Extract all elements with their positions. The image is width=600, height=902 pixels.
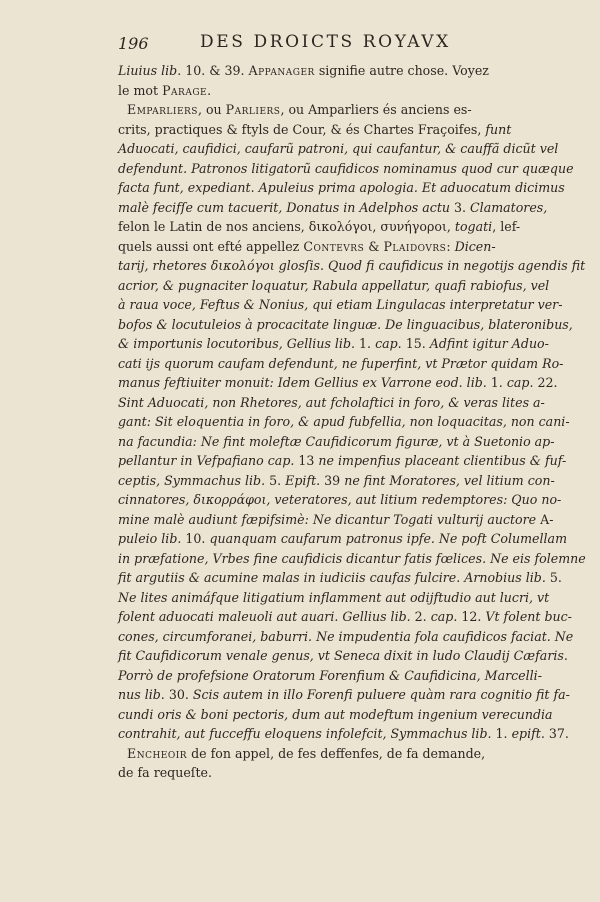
text-span: . — [207, 82, 212, 98]
text-line — [118, 666, 542, 686]
text-span: 22. — [537, 375, 558, 390]
text-span: Clamatores, — [470, 199, 548, 215]
text-line — [118, 295, 563, 315]
text-line — [118, 451, 567, 471]
text-span: cones, circumforanei, baburri. Ne impudentia fola caufidicos faciat. Ne — [118, 628, 574, 644]
text-span: cap. — [430, 609, 462, 624]
body-text — [118, 61, 586, 783]
text-line — [118, 588, 550, 608]
text-span: 1. — [359, 336, 376, 351]
text-span: : — [446, 238, 455, 254]
text-span: , ou — [197, 102, 226, 117]
text-line — [118, 61, 502, 81]
text-line — [118, 100, 502, 120]
text-span: facta funt, expediant. Apuleius prima apologia. Et aduocatum dicimus — [118, 180, 565, 195]
text-span: Epift. — [285, 472, 325, 488]
text-line — [118, 471, 555, 491]
text-span: ceptis, Symmachus lib. — [118, 472, 270, 488]
text-span: Ne lites animáfque litigatium inflamment aut odijftudio aut lucri, vt — [118, 589, 550, 605]
text-span: cap. — [506, 375, 538, 390]
text-span: 15. — [405, 336, 430, 351]
page-header — [118, 28, 498, 56]
text-line — [118, 568, 562, 588]
text-span: Scis autem in illo Forenfi puluere quàm rara cognitio fit fa- — [192, 687, 570, 702]
text-span: Dicen- — [454, 238, 496, 254]
text-span: gant: Sit eloquentia in foro, & apud fubfellia, non loquacitas, non cani- — [118, 414, 570, 429]
running-head: DES DROICTS ROYAVX — [200, 32, 451, 52]
text-span: nus lib. — [118, 687, 169, 702]
text-line — [118, 334, 549, 354]
text-line — [118, 646, 568, 666]
text-span: cundi oris & boni pectoris, dum aut modeftum ingenium verecundia — [118, 706, 553, 722]
text-span: à raua voce, Feftus & Nonius, qui etiam Lingulacas interpretatur ver- — [118, 297, 563, 312]
text-span: fit Caufidicorum venale genus, vt Seneca dixit in ludo Claudij Cæfaris. — [118, 648, 568, 663]
text-line — [118, 412, 570, 432]
text-span: acrior, & pugnaciter loquatur, Rabula appellatur, quafi rabiofus, vel — [118, 277, 550, 293]
text-line — [118, 490, 562, 510]
text-span: Plaidovrs — [383, 238, 447, 254]
text-span: Vt folent buc- — [485, 609, 572, 624]
text-line — [118, 217, 521, 237]
text-span: quanquam caufarum patronus ipfe. Ne poft Columellam — [209, 531, 568, 546]
text-line — [118, 510, 554, 530]
text-line — [118, 393, 545, 413]
text-span: 1. — [490, 375, 507, 390]
text-span: Parliers — [225, 102, 281, 117]
text-line — [118, 705, 553, 725]
text-line — [118, 81, 502, 101]
text-span: epift. — [511, 726, 549, 741]
text-span: 37. — [548, 726, 569, 741]
text-span: felon le Latin de nos anciens, δικολόγοι, συνήγοροι, — [118, 219, 455, 234]
text-span: cinnatores, δικορράφοι, veteratores, aut litium redemptores: Quo no- — [118, 492, 562, 507]
text-span: Aduocati, caufidici, caufarũ patroni, qui caufantur, & cauffã dicũt vel — [118, 141, 559, 156]
text-span: contrahit, aut fucceffu eloquens infolefcit, Symmachus lib. — [118, 726, 496, 741]
text-span: signifie autre chose. Voyez — [314, 63, 489, 78]
text-span: quels aussi ont efté appellez — [118, 238, 304, 254]
text-span: 30. — [168, 687, 193, 702]
text-line — [118, 120, 512, 140]
text-span: Contevrs — [303, 238, 365, 254]
text-line — [118, 685, 570, 705]
text-span: de fon appel, de fes deffenfes, de fa demande, — [187, 745, 486, 761]
text-span: tarij, rhetores δικολόγοι glosſis. Quod fi caufidicus in negotijs agendis fit — [118, 258, 586, 273]
text-line — [118, 139, 559, 159]
text-span: bofos & locutuleios à procacitate linguæ. De linguacibus, blateronibus, — [118, 316, 573, 332]
text-span: 1. — [495, 726, 512, 741]
text-span: fit argutiis & acumine malas in iudiciis caufas fulcire. Arnobius lib. — [118, 570, 550, 585]
text-line — [118, 627, 574, 647]
text-span: 10. — [185, 531, 210, 546]
text-span: , lef- — [492, 219, 521, 234]
text-span: cap. — [375, 336, 406, 351]
text-line — [118, 354, 564, 374]
text-span: 39 — [324, 472, 345, 488]
text-span: in præfatione, Vrbes fine caufidicis dicantur fatis fœlices. Ne eis folemne — [118, 550, 586, 566]
text-span: mine malè audiunt fæpifsimè: Ne dicantur Togati vulturij auctore — [118, 511, 541, 527]
text-line — [118, 315, 573, 335]
page-number: 196 — [118, 34, 149, 53]
text-line — [118, 607, 572, 627]
text-span: 12. — [461, 609, 486, 624]
text-line — [118, 256, 586, 276]
text-span: 5. — [269, 472, 286, 488]
text-line — [118, 373, 558, 393]
text-span: le mot — [118, 82, 163, 98]
text-span: Adfint igitur Aduo- — [429, 336, 549, 351]
text-span: malè fecifſe cum tacuerit, Donatus in Adelphos actu — [118, 199, 454, 215]
text-span: Sint Aduocati, non Rhetores, aut fcholaftici in foro, & veras lites a- — [118, 394, 545, 410]
text-line — [118, 159, 574, 179]
text-line — [118, 276, 550, 296]
text-span: togati — [454, 219, 493, 234]
text-span: Liuius lib. — [118, 63, 186, 78]
text-span: ne impenfius placeant clientibus & fuf- — [318, 453, 567, 468]
text-span: funt — [485, 121, 512, 137]
text-span: crits, practiques & ftyls de Cour, & és Chartes Fraçoifes, — [118, 121, 486, 137]
text-span: Appanager — [248, 63, 315, 78]
text-line — [118, 724, 569, 744]
text-span: A- — [540, 511, 554, 527]
text-span: 5. — [549, 570, 562, 585]
text-line — [118, 432, 555, 452]
text-line — [118, 549, 586, 569]
text-span: Encheoir — [127, 745, 188, 761]
text-span: & importunis locutoribus, Gellius lib. — [118, 336, 360, 351]
text-span: folent aduocati maleuoli aut auari. Gellius lib. — [118, 609, 415, 624]
text-span: ne fint Moratores, vel litium con- — [344, 472, 555, 488]
text-span: & — [364, 238, 384, 254]
text-line — [118, 237, 502, 257]
text-span: 2. — [414, 609, 431, 624]
text-span: defendunt. Patronos litigatorũ caufidicos nominamus quod cur quæque — [118, 160, 574, 176]
text-span: Parage — [162, 82, 208, 98]
text-span: Porrò de profefsione Oratorum Forenfium & Caufidicina, Marcelli- — [118, 667, 542, 683]
text-span: pellantur in Vefpafiano cap. — [118, 453, 299, 468]
text-line — [118, 763, 502, 783]
text-span: manus feftiuiter monuit: Idem Gellius ex Varrone eod. lib. — [118, 375, 491, 390]
text-span: cati ijs quorum caufam defendunt, ne fuperfint, vt Prætor quidam Ro- — [118, 355, 564, 371]
text-span: 10. & 39. — [185, 63, 249, 78]
text-span: puleio lib. — [118, 531, 186, 546]
text-span: , ou Amparliers és anciens es- — [280, 102, 472, 117]
text-span: 3. — [454, 199, 471, 215]
text-line — [118, 744, 502, 764]
text-line — [118, 198, 548, 218]
text-line — [118, 529, 568, 549]
text-span: de fa requeſte. — [118, 765, 212, 780]
text-span: Emparliers — [127, 102, 198, 117]
text-span: na facundia: Ne fint moleftæ Caufidicorum figuræ, vt à Suetonio ap- — [118, 433, 555, 449]
text-line — [118, 178, 565, 198]
text-span: 13 — [298, 453, 319, 468]
